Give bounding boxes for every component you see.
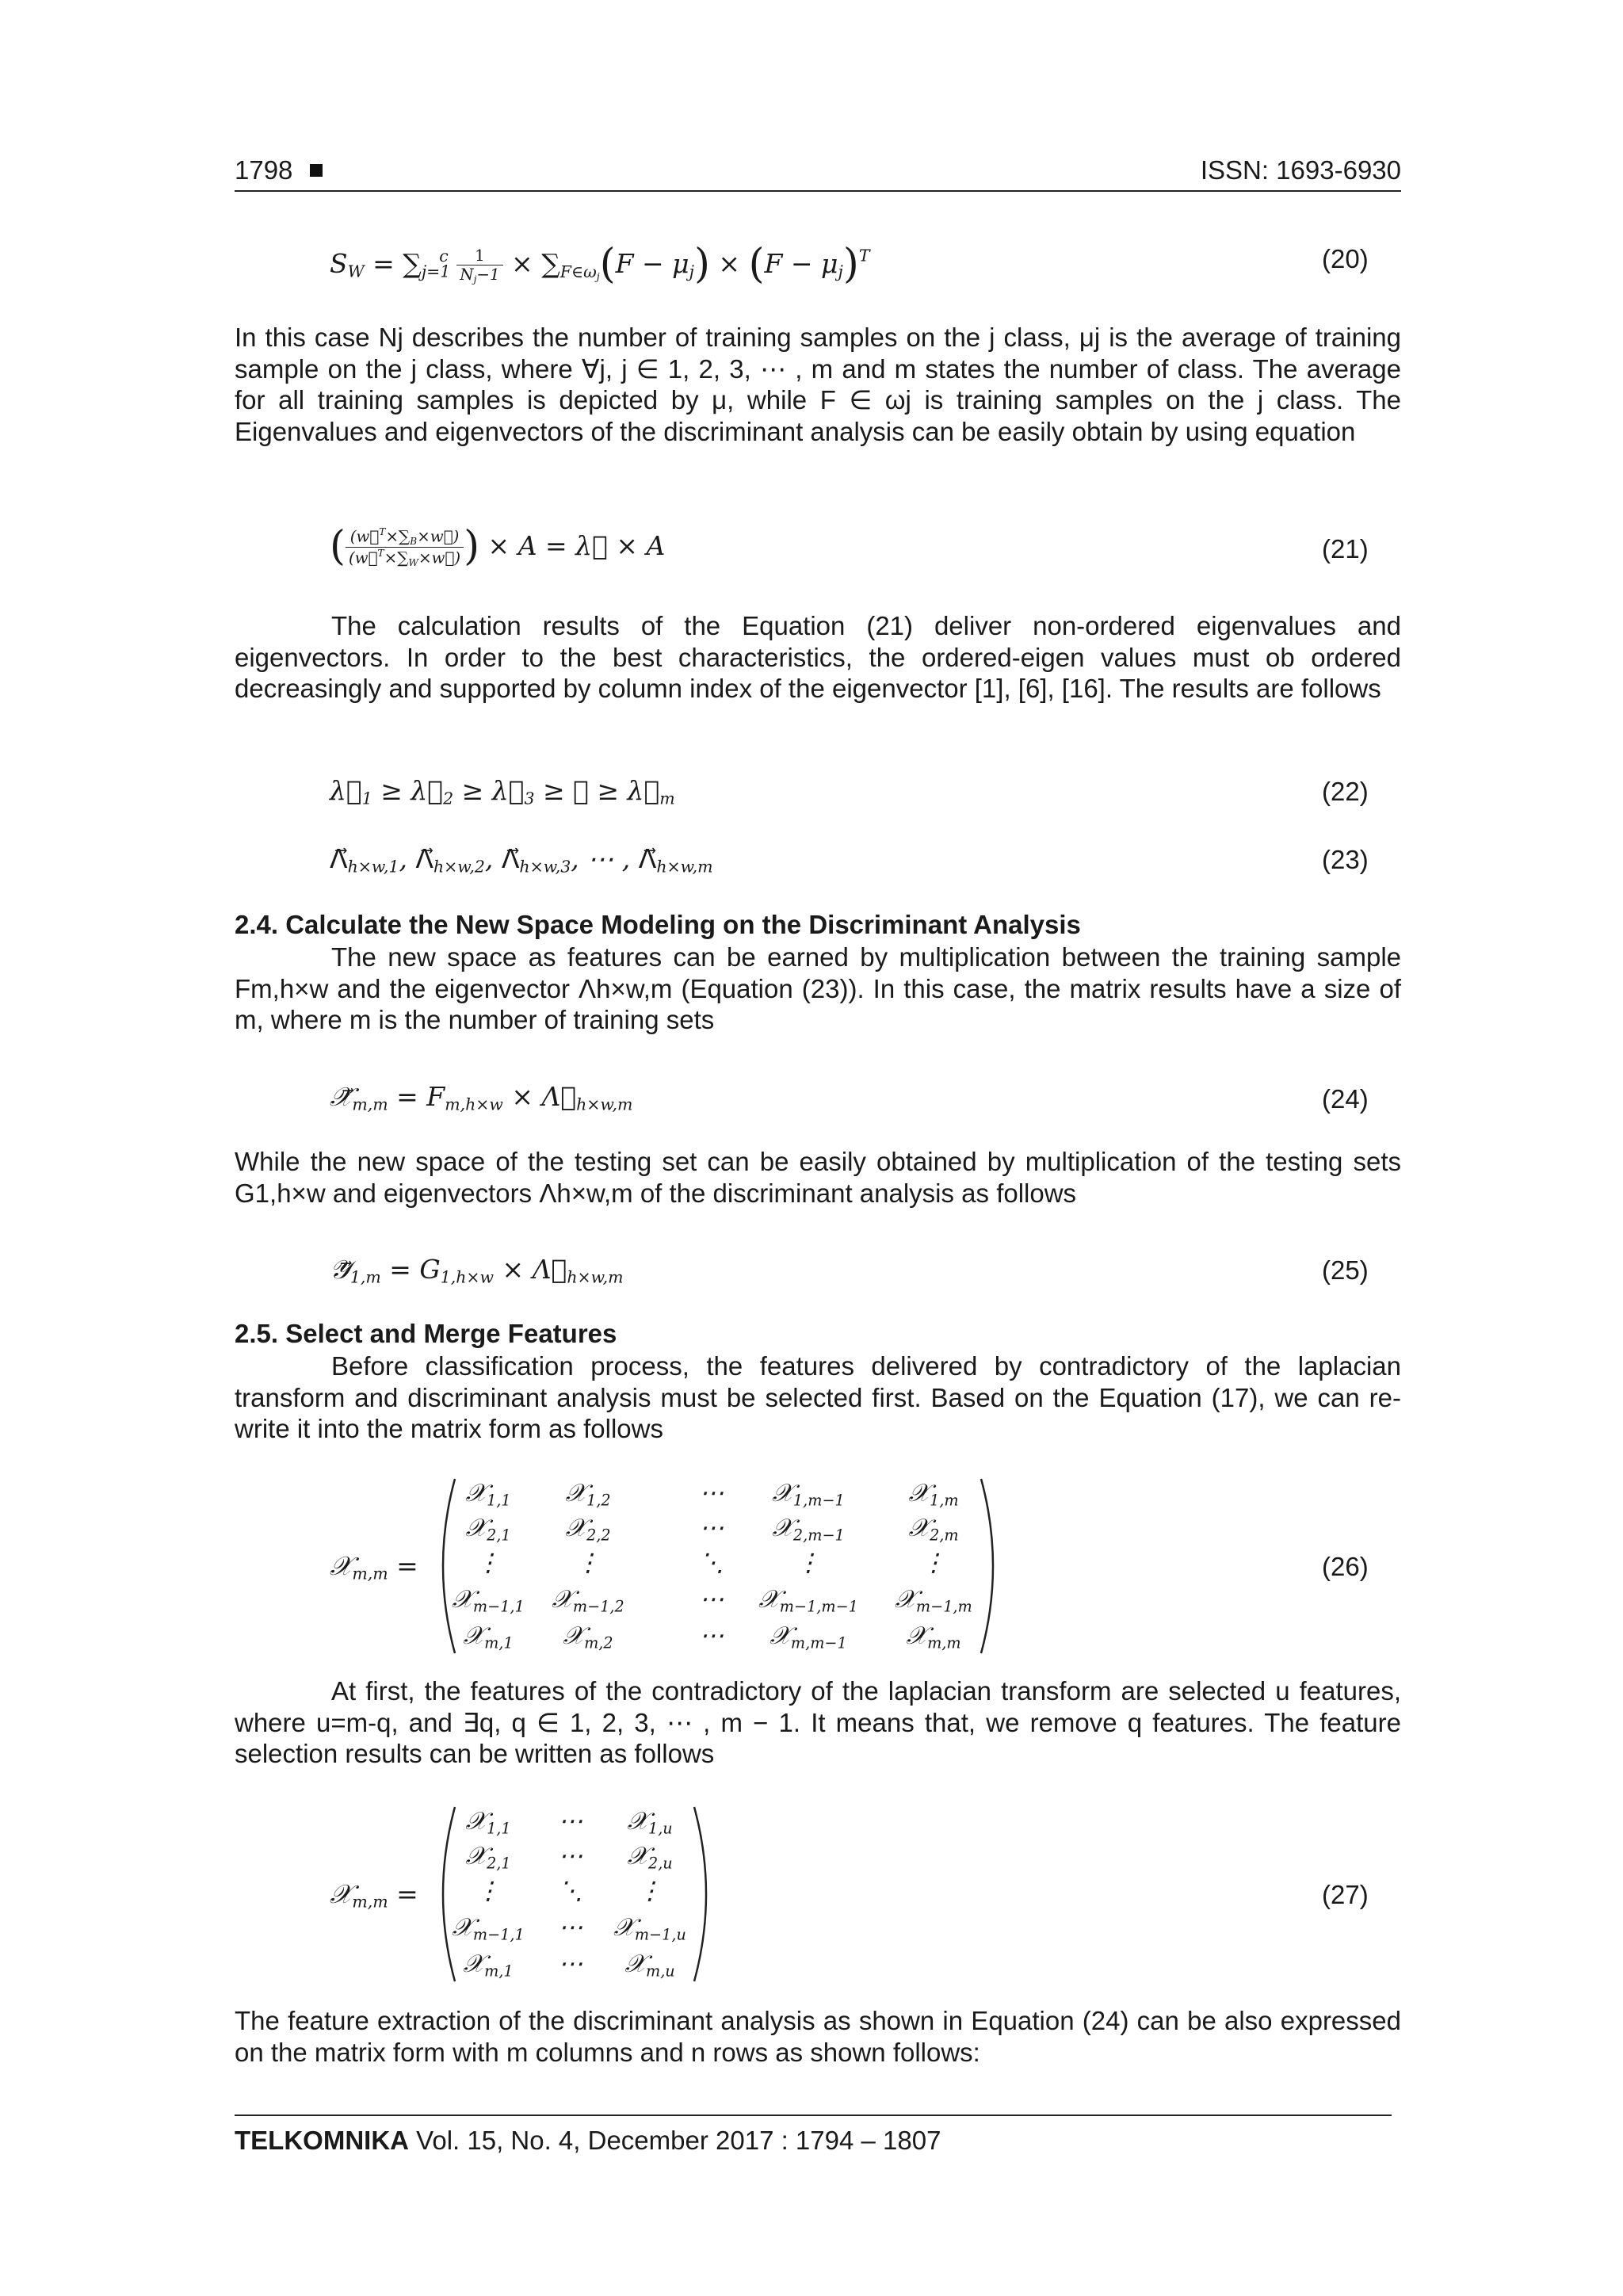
equation-number: (22) [1322, 777, 1369, 806]
page-number: 1798 [235, 155, 323, 185]
matrix-cell: 𝒳$_{2,1}$ [465, 1514, 511, 1545]
paragraph: While the new space of the testing set can be easily obtained by multiplication of the testing sets G1,h×w and eigenvectors Λh×w,m of the discriminant analysis as follows [235, 1147, 1401, 1208]
equation-23: $\Lambda⃗_{h\times w,1}$, $\Lambda⃗_{h\times w,2}$, $\Lambda⃗_{h\times w,3}$, ⋯ , $\Lambda⃗_{h\times w,m}$ [330, 843, 713, 877]
square-bullet-icon [310, 164, 323, 177]
matrix-cell: 𝒳$_{2,2}$ [565, 1514, 611, 1545]
right-paren-icon [689, 1804, 721, 1985]
journal-citation: Vol. 15, No. 4, December 2017 : 1794 – 1807 [408, 2126, 941, 2155]
matrix-cell: ⋱ [558, 1877, 583, 1905]
equation-20: $S_W = \sum_{j=1}^c$ $\frac{1}{N_j-1}$ × $\sum_{F\in\omega_j}(F - \mu_j) \times (F - \mu_j)^T$ [330, 241, 870, 288]
paragraph: The new space as features can be earned by multiplication between the training sample Fm,h×w and the eigenvector Λh×w,m (Equation (23)). In this case, the matrix results have a size of m, where m is the number of training sets [235, 942, 1401, 1034]
matrix-26-label: 𝒳$_{m,m}$ = [330, 1550, 418, 1584]
equation-number: (23) [1322, 845, 1369, 874]
equation-21: ( $\frac{(w⃗^T\times\sum_B\times w⃗)}{(w⃗^T\times\sum_W\times w⃗)}$ ) × A = λ⃗ × A [330, 523, 666, 570]
matrix-cell: 𝒳$_{m,m-1}$ [769, 1622, 847, 1652]
section-heading: 2.4. Calculate the New Space Modeling on the Discriminant Analysis [235, 910, 1081, 939]
matrix-cell: 𝒳$_{m,1}$ [463, 1622, 514, 1652]
paragraph: Before classification process, the features delivered by contradictory of the laplacian transform and discriminant analysis must be selected first. Based on the Equation (17), we can re-write it into the matrix form as follows [235, 1351, 1401, 1443]
matrix-cell: ⋯ [558, 1950, 583, 1978]
matrix-cell: 𝒳$_{m,2}$ [563, 1622, 613, 1652]
matrix-cell: 𝒳$_{1,m}$ [908, 1479, 959, 1510]
equation-number: (24) [1322, 1084, 1369, 1114]
matrix-cell: ⋱ [699, 1549, 724, 1577]
issn-label: ISSN: 1693-6930 [1200, 155, 1401, 185]
page-header [235, 155, 1401, 192]
paragraph: At first, the features of the contradictory of the laplacian transform are selected u features, where u=m-q, and ∃q, q ∈ 1, 2, 3, ⋯ , m − 1. It means that, we remove q features. The feature selection results can be written as follows [235, 1676, 1401, 1768]
matrix-cell: 𝒳$_{m,1}$ [463, 1950, 514, 1981]
matrix-cell: 𝒳$_{1,u}$ [627, 1807, 673, 1838]
matrix-cell: 𝒳$_{m-1,u}$ [613, 1913, 686, 1944]
matrix-cell: 𝒳$_{1,2}$ [565, 1479, 611, 1510]
page-footer [235, 2115, 1392, 2156]
matrix-cell: ⋮ [921, 1549, 946, 1577]
matrix-cell: 𝒳$_{2,m}$ [908, 1514, 959, 1545]
paragraph: In this case Nj describes the number of training samples on the j class, μj is the average of training sample on the j class, where ∀j, j ∈ 1, 2, 3, ⋯ , m and m states the number of class. The average for all training samples is depicted by μ, while F ∈ ωj is training samples on the j class. The Eigenvalues and eigenvectors of the discriminant analysis can be easily obtain by using equation [235, 323, 1401, 446]
matrix-cell: ⋮ [796, 1549, 821, 1577]
equation-number: (27) [1322, 1880, 1369, 1909]
matrix-cell: ⋯ [699, 1479, 724, 1507]
equation-number: (20) [1322, 244, 1369, 273]
matrix-cell: ⋯ [558, 1913, 583, 1942]
matrix-cell: ⋮ [637, 1877, 663, 1905]
matrix-cell: ⋮ [575, 1549, 601, 1577]
equation-number: (25) [1322, 1255, 1369, 1285]
equation-25: $𝒴⃗_{1,m} = G_{1,h\times w}$ × $\Lambda⃗_{h\times w,m}$ [330, 1254, 624, 1287]
matrix-cell: ⋯ [699, 1514, 724, 1542]
matrix-cell: 𝒳$_{2,u}$ [627, 1842, 673, 1873]
left-paren-icon [428, 1476, 460, 1656]
matrix-27-label: 𝒳$_{m,m}$ = [330, 1878, 418, 1912]
paragraph: The feature extraction of the discriminant analysis as shown in Equation (24) can be also expressed on the matrix form with m columns and n rows as shown follows: [235, 2006, 1401, 2067]
matrix-cell: 𝒳$_{m-1,2}$ [552, 1585, 624, 1616]
matrix-cell: ⋯ [699, 1585, 724, 1614]
right-paren-icon [976, 1476, 1008, 1656]
equation-number: (26) [1322, 1552, 1369, 1581]
matrix-cell: 𝒳$_{2,1}$ [465, 1842, 511, 1873]
equation-22: $\lambda⃗_1$ ≥ $\lambda⃗_2$ ≥ $\lambda⃗_3$ ≥ ⋯ ≥ $\lambda⃗_m$ [330, 775, 675, 808]
journal-name: TELKOMNIKA [235, 2126, 409, 2155]
equation-number: (21) [1322, 534, 1369, 563]
matrix-cell: 𝒳$_{1,1}$ [465, 1479, 511, 1510]
matrix-cell: 𝒳$_{1,1}$ [465, 1807, 511, 1838]
left-paren-icon [428, 1804, 460, 1985]
matrix-cell: ⋮ [475, 1877, 501, 1905]
matrix-cell: 𝒳$_{m-1,m-1}$ [758, 1585, 858, 1616]
matrix-cell: 𝒳$_{m-1,m}$ [895, 1585, 972, 1616]
matrix-cell: 𝒳$_{m,m}$ [906, 1622, 961, 1652]
paragraph: The calculation results of the Equation (21) deliver non-ordered eigenvalues and eigenvectors. In order to the best characteristics, the ordered-eigen values must ob ordered decreasingly and supported by column index of the eigenvector [1], [6], [16]. The results are follows [235, 611, 1401, 703]
section-heading: 2.5. Select and Merge Features [235, 1319, 617, 1348]
matrix-cell: 𝒳$_{m-1,1}$ [452, 1585, 525, 1616]
matrix-cell: ⋯ [699, 1622, 724, 1650]
matrix-cell: ⋯ [558, 1807, 583, 1836]
matrix-cell: 𝒳$_{1,m-1}$ [772, 1479, 845, 1510]
matrix-cell: ⋯ [558, 1842, 583, 1870]
matrix-cell: 𝒳$_{2,m-1}$ [772, 1514, 845, 1545]
matrix-cell: 𝒳$_{m,u}$ [624, 1950, 675, 1981]
matrix-cell: ⋮ [475, 1549, 501, 1577]
equation-24: $𝒳⃗_{m,m} = F_{m,h\times w}$ × $\Lambda⃗_{h\times w,m}$ [330, 1081, 633, 1114]
matrix-cell: 𝒳$_{m-1,1}$ [452, 1913, 525, 1944]
